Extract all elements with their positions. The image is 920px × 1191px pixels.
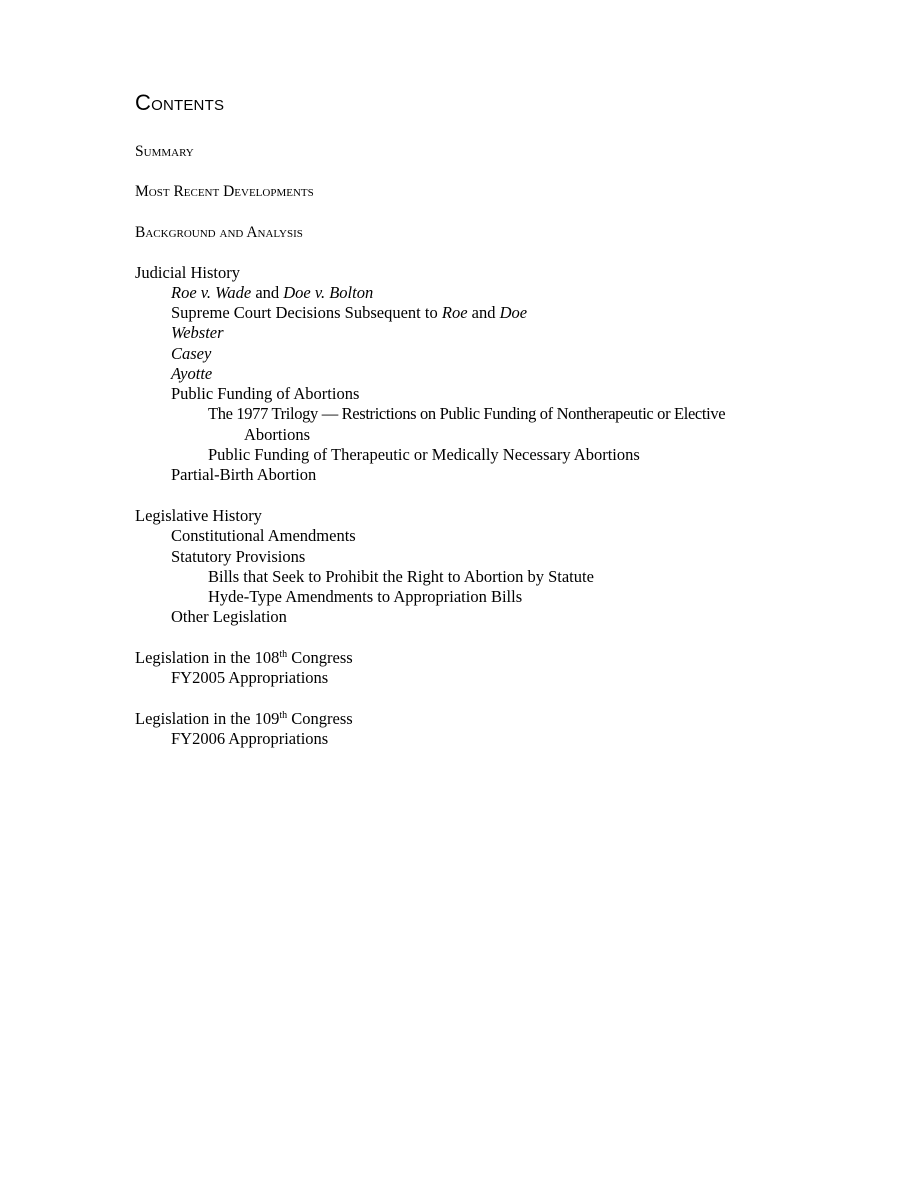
toc-text: Supreme Court Decisions Subsequent to — [171, 303, 442, 322]
toc-text: Doe — [499, 303, 528, 322]
toc-entry-ayotte[interactable] — [171, 364, 212, 384]
toc-entry-therapeutic-funding[interactable]: Public Funding of Therapeutic or Medically Necessary Abortions — [208, 445, 640, 464]
toc-text: Roe — [441, 303, 468, 322]
toc-entry-summary[interactable]: Summary — [135, 143, 194, 160]
toc-entry-subsequent-decisions[interactable] — [171, 303, 527, 323]
toc-text: and — [251, 283, 284, 302]
toc-entry-statutory-provisions[interactable]: Statutory Provisions — [171, 547, 306, 566]
toc-entry-109th-congress[interactable] — [135, 709, 353, 729]
toc-text: Legislation in the 108 — [135, 648, 280, 667]
toc-entry-1977-trilogy-cont[interactable]: Abortions — [244, 425, 310, 444]
toc-entry-public-funding[interactable]: Public Funding of Abortions — [171, 384, 360, 403]
toc-text: Congress — [287, 648, 353, 667]
toc-text: Congress — [287, 709, 353, 728]
toc-entry-fy2005[interactable]: FY2005 Appropriations — [171, 668, 329, 687]
toc-text: and — [467, 303, 500, 322]
toc-entry-recent-developments[interactable]: Most Recent Developments — [135, 183, 314, 200]
page-title: Contents — [135, 90, 225, 115]
toc-text: Legislation in the 109 — [135, 709, 280, 728]
toc-entry-108th-congress[interactable] — [135, 648, 353, 668]
toc-entry-1977-trilogy[interactable]: The 1977 Trilogy — Restrictions on Public Funding of Nontherapeutic or Elective — [208, 404, 726, 423]
ordinal-suffix: th — [279, 710, 288, 721]
toc-text: Casey — [171, 344, 212, 363]
toc-entry-other-legislation[interactable]: Other Legislation — [171, 607, 287, 626]
toc-entry-hyde-amendments[interactable]: Hyde-Type Amendments to Appropriation Bills — [208, 587, 523, 606]
toc-entry-judicial-history[interactable]: Judicial History — [135, 263, 240, 282]
toc-entry-roe-doe[interactable] — [171, 283, 373, 303]
toc-entry-casey[interactable] — [171, 344, 211, 364]
toc-entry-legislative-history[interactable]: Legislative History — [135, 506, 262, 525]
toc-entry-prohibit-bills[interactable]: Bills that Seek to Prohibit the Right to Abortion by Statute — [208, 567, 594, 586]
toc-text: Ayotte — [171, 364, 213, 383]
toc-entry-constitutional-amendments[interactable]: Constitutional Amendments — [171, 526, 356, 545]
toc-entry-webster[interactable] — [171, 323, 224, 343]
ordinal-suffix: th — [279, 649, 288, 660]
toc-text: Webster — [171, 323, 224, 342]
toc-entry-fy2006[interactable]: FY2006 Appropriations — [171, 729, 329, 748]
toc-entry-partial-birth[interactable]: Partial-Birth Abortion — [171, 465, 317, 484]
toc-text: Doe v. Bolton — [283, 283, 374, 302]
toc-text: Roe v. Wade — [171, 283, 252, 302]
toc-entry-background[interactable]: Background and Analysis — [135, 224, 303, 241]
